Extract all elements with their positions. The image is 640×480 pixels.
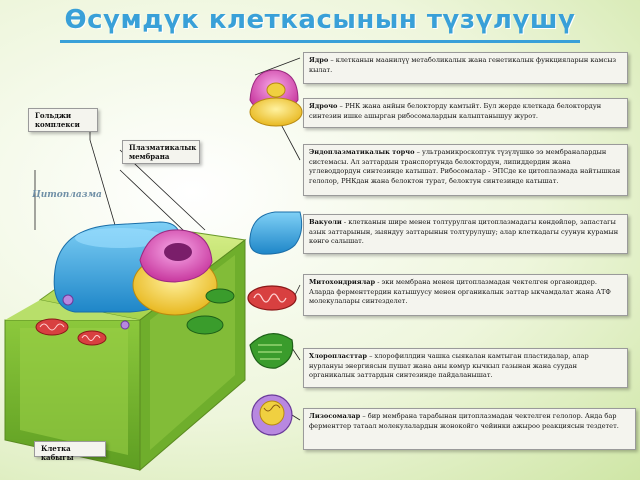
desc-mitochondria-text: - эки мембрана менен цитоплазмадан чектелген органоиддер. Аларда ферменттердин катышуусу менен органикалык заттар ыкчамдалат жана АТФ молекулалары синтезделет. — [309, 278, 611, 306]
label-cell-wall: Клетка кабыгы — [34, 441, 106, 457]
desc-vacuole-term: Вакуоли — [309, 218, 342, 226]
desc-vacuole — [303, 214, 628, 254]
label-membrane: Плазматикалык мембрана — [122, 140, 200, 164]
desc-er-text: – ультрамикроскоптук түзүлүшкө ээ мембраналардын системасы. Ал заттардын транспортунда белоктордун, липиддердин жана углеводдордун синтезинде катышат. Рибосомалар - ЭПСде ке цитоплазмада найтышкан гелолор, РНКдан жана белоктон турат, белоктун синтезинде катышат. — [309, 148, 621, 185]
desc-nucleolus-term: Ядрочо — [309, 102, 338, 110]
mitochondria-icon — [248, 286, 296, 310]
desc-er — [303, 144, 628, 196]
desc-nucleolus-text: – РНК жана анйын белокторду камтыйт. Бул жерде клеткада белоктордун синтезин ишке ашырган рибосомалардын калыптанышуу журот. — [309, 102, 602, 120]
chloroplast-icon — [250, 334, 293, 369]
desc-nucleolus — [303, 98, 628, 128]
desc-er-term: Эндоплазматикалык торчо — [309, 148, 415, 156]
desc-chloroplast-text: – хлорофиллдин чашка сыякалан камтыган пластидалар, алар нурлануы энергиясын пушат жана аны көмүр кычкыл газынан жана суудан органикалык заттардын синтезинде пайдаланышат. — [309, 352, 589, 380]
desc-nucleus — [303, 52, 628, 84]
label-golgi: Гольджи комплекси — [28, 108, 98, 132]
desc-lysosome-term: Лизосомалар — [309, 412, 361, 420]
nucleus-icon — [250, 70, 302, 126]
desc-chloroplast — [303, 348, 628, 388]
desc-mitochondria — [303, 274, 628, 316]
desc-chloroplast-term: Хлоропласттар — [309, 352, 367, 360]
desc-lysosome-text: – бир мембрана тарабынан цитоплазмадан чектелген гелолор. Анда бар ферменттер татаал молекулалардын жонокойго чейинки ажыроо реакциясын тездетет. — [309, 412, 619, 430]
desc-nucleus-term: Ядро — [309, 56, 329, 64]
desc-mitochondria-term: Митохондриялар — [309, 278, 376, 286]
cell-illustration — [5, 222, 245, 470]
desc-vacuole-text: - клетканын ширe менен толтурулган цитоплазмадагы көндөйлөр, запастагы азык заттарынын, зыяндуу заттарынын толтурулушу; алар клеткадагы суунун курамын көнгө салышат. — [309, 218, 619, 246]
page-title: Өсүмдүк клеткасынын түзүлүшү — [60, 0, 580, 43]
desc-lysosome — [303, 408, 636, 450]
lysosome-icon — [252, 395, 292, 435]
desc-nucleus-text: – клетканын маанилүү метаболикалык жана генетикалык функцияларын камсыз кылат. — [309, 56, 617, 74]
vacuole-icon — [250, 212, 302, 254]
label-cytoplasm: Цитоплазма — [32, 190, 102, 200]
